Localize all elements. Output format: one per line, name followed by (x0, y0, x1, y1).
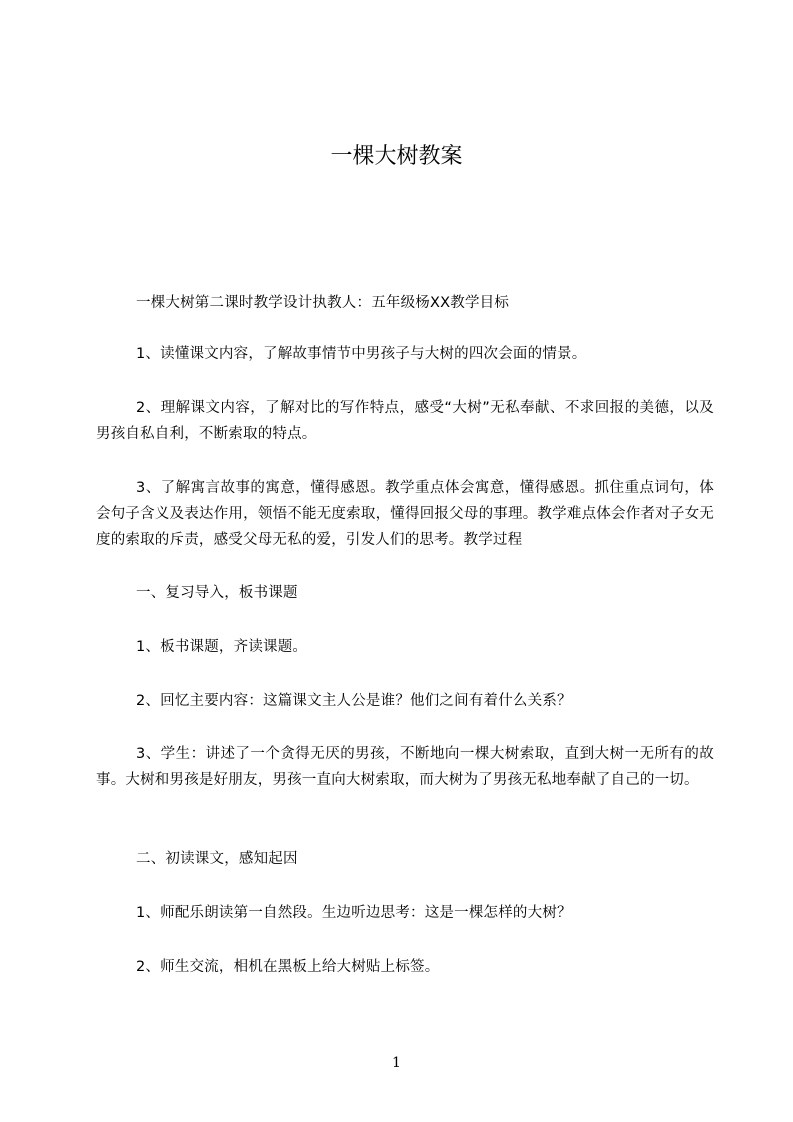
paragraph-review-3: 3、学生：讲述了一个贪得无厌的男孩，不断地向一棵大树索取，直到大树一无所有的故事。大树和男孩是好朋友，男孩一直向大树索取，而大树为了男孩无私地奉献了自己的一切。 (96, 746, 714, 788)
paragraph-objective-1: 1、读懂课文内容，了解故事情节中男孩子与大树的四次会面的情景。 (136, 346, 587, 362)
section-heading-review: 一、复习导入，板书课题 (136, 585, 298, 601)
paragraph-objective-2: 2、理解课文内容，了解对比的写作特点，感受“大树”无私奉献、不求回报的美德，以及男孩自私自利，不断索取的特点。 (96, 400, 714, 442)
document-title: 一棵大树教案 (330, 144, 463, 169)
paragraph-intro: 一棵大树第二课时教学设计执教人：五年级杨XX教学目标 (136, 295, 510, 311)
page-number: 1 (392, 1055, 401, 1071)
paragraph-review-2: 2、回忆主要内容：这篇课文主人公是谁？他们之间有着什么关系？ (136, 693, 572, 709)
section-heading-first-reading: 二、初读课文，感知起因 (136, 851, 298, 867)
paragraph-review-1: 1、板书课题，齐读课题。 (136, 639, 308, 655)
paragraph-reading-1: 1、师配乐朗读第一自然段。生边听边思考：这是一棵怎样的大树？ (136, 905, 572, 921)
paragraph-objective-3: 3、了解寓言故事的寓意，懂得感恩。教学重点体会寓意，懂得感恩。抓住重点词句，体会句子含义及表达作用，领悟不能无度索取，懂得回报父母的事理。教学难点体会作者对子女无度的索取的斥责，感受父母无私的爱，引发人们的思考。教学过程 (96, 480, 714, 548)
paragraph-reading-2: 2、师生交流，相机在黑板上给大树贴上标签。 (136, 959, 440, 975)
